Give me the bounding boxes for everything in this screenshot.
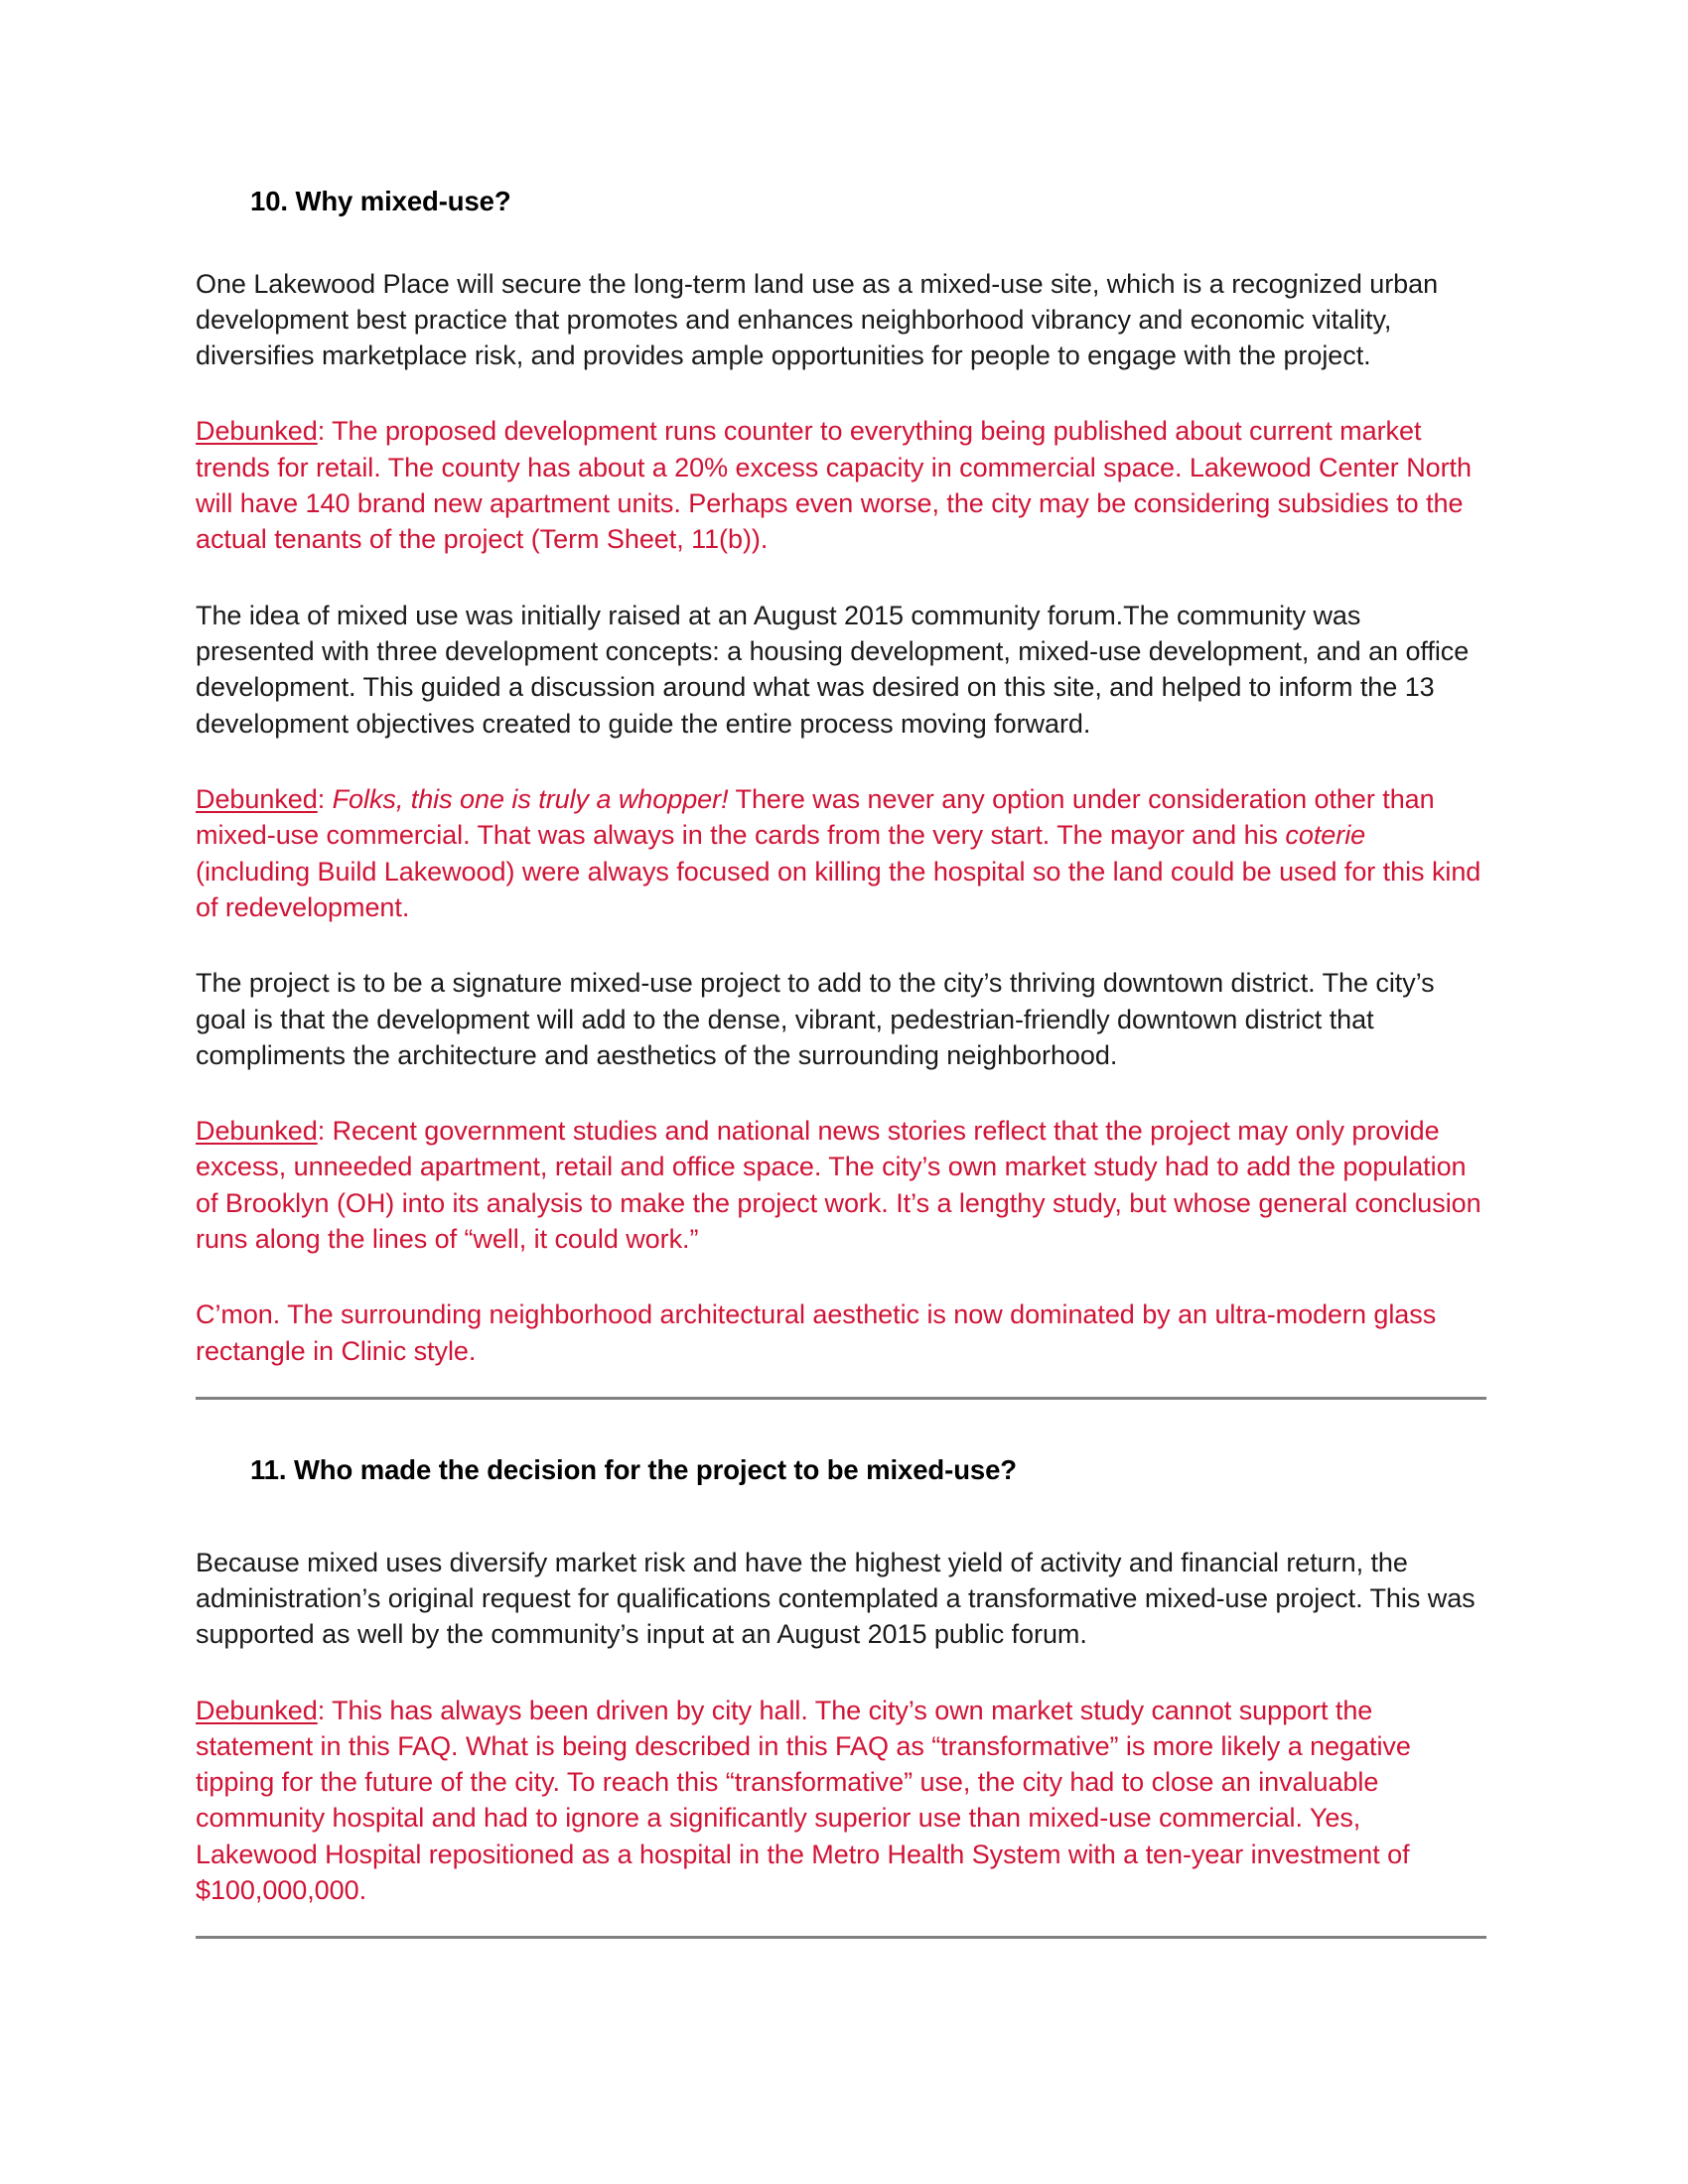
section-10-paragraph-3: The project is to be a signature mixed-use project to add to the city’s thriving downtown district. The city’s goal is that the development will add to the dense, vibrant, pedestrian-friendly downtown district that compliments the architecture and aesthetics of the surrounding neighborhood. xyxy=(196,968,1435,1070)
section-10-paragraph-1: One Lakewood Place will secure the long-term land use as a mixed-use site, which is a recognized urban development best practice that promotes and enhances neighborhood vibrancy and economic vitality, diversifies marketplace risk, and provides ample opportunities for people to engage with the project. xyxy=(196,268,1439,371)
section-11-paragraph-1: Because mixed uses diversify market risk and have the highest yield of activity and financial return, the administration’s original request for qualifications contemplated a transformative mixed-use project. This was supported as well by the community’s input at an August 2015 public forum. xyxy=(196,1547,1476,1650)
section-divider xyxy=(196,1397,1486,1400)
spacer xyxy=(196,218,1486,266)
spacer xyxy=(196,925,1486,965)
section-heading-11: 11. Who made the decision for the project to be mixed-use? xyxy=(250,1454,1017,1486)
debunked-separator: : xyxy=(317,783,333,814)
debunked-text: : Recent government studies and national news stories reflect that the project may only provide excess, unneeded apartment, retail and office space. The city’s own market study had to add the population of Brooklyn (OH) into its analysis to make the project work. It’s a lengthy study, but whose general conclusion runs along the lines of “well, it could work.” xyxy=(196,1116,1481,1255)
debunked-label: Debunked xyxy=(196,783,318,814)
spacer xyxy=(196,1073,1486,1113)
section-divider-wrap-2 xyxy=(196,1908,1486,1967)
section-10-debunked-3 xyxy=(196,1113,1486,1257)
debunked-emphasis-whopper: Folks, this one is truly a whopper! xyxy=(332,783,729,814)
debunked-label: Debunked xyxy=(196,1116,318,1147)
section-11-debunked-1 xyxy=(196,1693,1486,1909)
document-content xyxy=(196,185,1486,1967)
spacer xyxy=(196,558,1486,598)
section-10-paragraph-2: The idea of mixed use was initially raised at an August 2015 community forum.The community was presented with three development concepts: a housing development, mixed-use development, and an office development. This guided a discussion around what was desired on this site, and helped to inform the 13 development objectives created to guide the entire process moving forward. xyxy=(196,600,1470,739)
debunked-text-b: (including Build Lakewood) were always focused on killing the hospital so the land could be used for this kind of redevelopment. xyxy=(196,856,1481,922)
spacer xyxy=(196,1257,1486,1297)
debunked-emphasis-coterie: coterie xyxy=(1285,820,1366,851)
section-heading-block-11 xyxy=(196,1428,1486,1513)
spacer xyxy=(196,1653,1486,1693)
section-divider-wrap-1 xyxy=(196,1369,1486,1428)
debunked-text: : This has always been driven by city hall. The city’s own market study cannot support the statement in this FAQ. What is being described in this FAQ as “transformative” is more likely a negative tipping for the future of the city. To reach this “transformative” use, the city had to close an invaluable community hospital and had to ignore a significantly superior use than mixed-use commercial. Yes, Lakewood Hospital repositioned as a hospital in the Metro Health System with a ten-year investment of $100,000,000. xyxy=(196,1695,1411,1906)
debunked-text: : The proposed development runs counter to everything being published about current market trends for retail. The county has about a 20% excess capacity in commercial space. Lakewood Center North will have 140 brand new apartment units. Perhaps even worse, the city may be considering subsidies to the actual tenants of the project (Term Sheet, 11(b)). xyxy=(196,416,1472,555)
spacer xyxy=(196,373,1486,413)
spacer xyxy=(196,1513,1486,1545)
section-10-debunked-2 xyxy=(196,781,1486,925)
debunked-text-a: There was never any option under consideration other than mixed-use commercial. That was always in the cards from the very start. The mayor and his xyxy=(196,783,1435,851)
section-10-debunked-4: C’mon. The surrounding neighborhood architectural aesthetic is now dominated by an ultra-modern glass rectangle in Clinic style. xyxy=(196,1299,1437,1366)
debunked-label: Debunked xyxy=(196,1695,318,1725)
section-heading-10: 10. Why mixed-use? xyxy=(250,186,511,216)
spacer xyxy=(196,742,1486,781)
debunked-label: Debunked xyxy=(196,416,318,447)
section-divider-bottom xyxy=(196,1936,1486,1939)
section-10-debunked-1 xyxy=(196,413,1486,557)
